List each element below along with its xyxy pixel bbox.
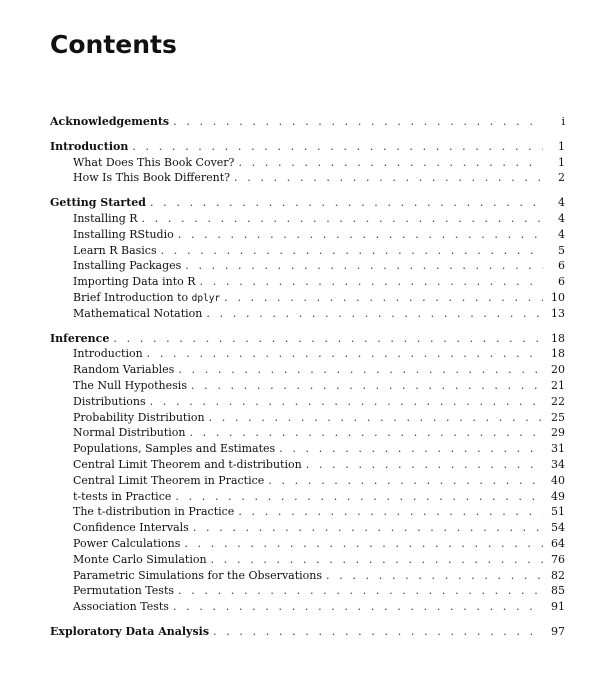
toc-entry-title: Parametric Simulations for the Observations [73, 568, 323, 582]
toc-page-number: 82 [551, 568, 565, 582]
toc-page-number: 4 [558, 227, 565, 241]
toc-section-entry[interactable] [50, 227, 565, 243]
dot-leader [184, 536, 543, 552]
toc-section-entry[interactable] [50, 243, 565, 259]
toc-entry-label [73, 227, 178, 243]
toc-page-number: 6 [558, 259, 565, 273]
toc-entry-label [73, 243, 161, 259]
toc-entry-title: Brief Introduction to [73, 290, 189, 304]
toc-entry-title: Acknowledgements [50, 115, 170, 128]
toc-section-entry[interactable] [50, 504, 565, 520]
toc-page-number: 25 [551, 410, 565, 424]
toc-page-number: 1 [558, 139, 565, 153]
dot-leader [173, 599, 543, 615]
toc-page-number: 18 [551, 347, 565, 361]
dot-leader [193, 520, 543, 536]
toc-entry-label [73, 536, 184, 552]
dot-leader [238, 504, 543, 520]
toc-entry-code: dplyr [191, 292, 221, 304]
toc-entry-title: Installing Packages [73, 259, 182, 273]
toc-chapter-entry[interactable] [50, 624, 565, 640]
toc-entry-label [73, 457, 306, 473]
toc-page-number: 51 [551, 505, 565, 519]
toc-page-number: 20 [551, 363, 565, 377]
toc-chapter-entry[interactable] [50, 195, 565, 211]
toc-page-number: 1 [558, 155, 565, 169]
toc-page-number: 4 [558, 211, 565, 225]
toc-entry-title: Central Limit Theorem in Practice [73, 473, 265, 487]
toc-section-entry[interactable] [50, 378, 565, 394]
toc-section-entry[interactable] [50, 583, 565, 599]
toc-entry-title: Populations, Samples and Estimates [73, 442, 276, 456]
toc-page-number: 2 [558, 171, 565, 185]
table-of-contents [50, 114, 565, 649]
toc-section-entry[interactable] [50, 306, 565, 322]
toc-entry-label [50, 331, 113, 347]
toc-entry-title: What Does This Book Cover? [73, 155, 235, 169]
toc-chapter-entry[interactable] [50, 331, 565, 347]
toc-section-entry[interactable] [50, 489, 565, 505]
dot-leader [150, 394, 543, 410]
toc-entry-label [73, 410, 209, 426]
toc-entry-title: Getting Started [50, 196, 146, 210]
toc-entry-title: The t-distribution in Practice [73, 505, 235, 519]
page-title: Contents [50, 30, 177, 59]
dot-leader [224, 290, 543, 306]
toc-section-entry[interactable] [50, 290, 565, 306]
toc-page-number: 5 [558, 243, 565, 257]
toc-section-entry[interactable] [50, 346, 565, 362]
dot-leader [200, 274, 543, 290]
toc-entry-label [73, 290, 224, 307]
toc-entry-title: Introduction [73, 347, 143, 361]
dot-leader [175, 489, 543, 505]
toc-entry-title: How Is This Book Different? [73, 171, 231, 185]
toc-section-entry[interactable] [50, 155, 565, 171]
toc-chapter [50, 624, 565, 640]
toc-entry-label [73, 394, 150, 410]
dot-leader [209, 410, 543, 426]
toc-entry-title: Installing R [73, 211, 138, 225]
toc-section-entry[interactable] [50, 457, 565, 473]
toc-entry-title: Mathematical Notation [73, 306, 203, 320]
dot-leader [211, 552, 543, 568]
toc-page-number: 76 [551, 552, 565, 566]
toc-section-entry[interactable] [50, 425, 565, 441]
toc-entry-label [73, 568, 326, 584]
toc-page-number: 4 [558, 196, 565, 210]
toc-chapter-entry[interactable] [50, 139, 565, 155]
dot-leader [150, 195, 543, 211]
toc-section-entry[interactable] [50, 410, 565, 426]
toc-page-number: 18 [551, 331, 565, 345]
toc-entry-label [73, 378, 191, 394]
toc-entry-title: Exploratory Data Analysis [50, 624, 210, 638]
toc-entry-label [73, 520, 193, 536]
toc-entry-label [50, 624, 213, 640]
toc-entry-label [73, 362, 178, 378]
toc-section-entry[interactable] [50, 473, 565, 489]
toc-entry-label [73, 599, 173, 615]
toc-entry-title: Power Calculations [73, 536, 181, 550]
toc-entry-title: Inference [50, 331, 110, 345]
toc-entry-title: Random Variables [73, 363, 175, 377]
toc-section-entry[interactable] [50, 599, 565, 615]
dot-leader [178, 227, 543, 243]
dot-leader [213, 624, 543, 640]
dot-leader [142, 211, 543, 227]
toc-entry-label [50, 114, 173, 130]
toc-entry-title: t-tests in Practice [73, 489, 172, 503]
toc-entry-title: Confidence Intervals [73, 521, 189, 535]
toc-entry-label [73, 473, 268, 489]
toc-section-entry[interactable] [50, 258, 565, 274]
toc-page-number: 97 [551, 624, 565, 638]
toc-entry-label [50, 195, 150, 211]
dot-leader [147, 346, 543, 362]
toc-page-number: 64 [551, 536, 565, 550]
dot-leader [234, 170, 543, 186]
toc-entry-label [73, 306, 206, 322]
toc-entry-label [73, 346, 147, 362]
toc-section-entry[interactable] [50, 170, 565, 186]
toc-entry-label [73, 258, 185, 274]
toc-entry-title: Probability Distribution [73, 410, 205, 424]
dot-leader [238, 155, 543, 171]
toc-page-number: i [561, 115, 565, 128]
toc-page-number: 13 [551, 306, 565, 320]
toc-section-entry[interactable] [50, 441, 565, 457]
dot-leader [173, 114, 543, 130]
toc-page-number: 40 [551, 473, 565, 487]
toc-page-number: 21 [551, 378, 565, 392]
dot-leader [206, 306, 543, 322]
dot-leader [185, 258, 543, 274]
toc-chapter [50, 331, 565, 615]
toc-entry-label [73, 155, 238, 171]
toc-entry-title: Introduction [50, 139, 129, 153]
toc-page-number: 29 [551, 426, 565, 440]
toc-chapter-entry[interactable] [50, 114, 565, 130]
toc-page-number: 10 [551, 290, 565, 304]
toc-entry-label [50, 139, 132, 155]
toc-entry-title: The Null Hypothesis [73, 378, 187, 392]
toc-section-entry[interactable] [50, 536, 565, 552]
toc-entry-label [73, 170, 234, 186]
toc-chapter [50, 195, 565, 321]
toc-entry-title: Central Limit Theorem and t-distribution [73, 457, 302, 471]
toc-page-number: 49 [551, 489, 565, 503]
toc-entry-title: Installing RStudio [73, 227, 174, 241]
toc-section-entry[interactable] [50, 520, 565, 536]
toc-entry-label [73, 441, 279, 457]
dot-leader [178, 362, 543, 378]
toc-section-entry[interactable] [50, 274, 565, 290]
toc-entry-label [73, 425, 189, 441]
toc-page-number: 91 [551, 600, 565, 614]
dot-leader [161, 243, 543, 259]
toc-entry-title: Distributions [73, 394, 146, 408]
toc-entry-label [73, 583, 178, 599]
toc-page-number: 85 [551, 584, 565, 598]
toc-entry-title: Importing Data into R [73, 275, 196, 289]
toc-page-number: 31 [551, 442, 565, 456]
toc-chapter [50, 114, 565, 130]
toc-entry-label [73, 504, 238, 520]
toc-section-entry[interactable] [50, 362, 565, 378]
dot-leader [178, 583, 543, 599]
dot-leader [189, 425, 543, 441]
toc-entry-title: Association Tests [73, 600, 169, 614]
toc-entry-label [73, 211, 142, 227]
toc-entry-label [73, 552, 211, 568]
toc-section-entry[interactable] [50, 568, 565, 584]
toc-page-number: 6 [558, 275, 565, 289]
dot-leader [268, 473, 543, 489]
toc-page-number: 22 [551, 394, 565, 408]
dot-leader [191, 378, 543, 394]
dot-leader [113, 331, 543, 347]
toc-page-number: 54 [551, 521, 565, 535]
toc-entry-title: Learn R Basics [73, 243, 157, 257]
dot-leader [279, 441, 543, 457]
dot-leader [132, 139, 543, 155]
dot-leader [306, 457, 543, 473]
toc-section-entry[interactable] [50, 552, 565, 568]
toc-entry-title: Permutation Tests [73, 584, 175, 598]
toc-section-entry[interactable] [50, 394, 565, 410]
toc-entry-label [73, 274, 200, 290]
toc-chapter [50, 139, 565, 186]
dot-leader [326, 568, 543, 584]
toc-section-entry[interactable] [50, 211, 565, 227]
toc-page-number: 34 [551, 457, 565, 471]
toc-entry-label [73, 489, 175, 505]
toc-entry-title: Normal Distribution [73, 426, 186, 440]
toc-entry-title: Monte Carlo Simulation [73, 552, 207, 566]
